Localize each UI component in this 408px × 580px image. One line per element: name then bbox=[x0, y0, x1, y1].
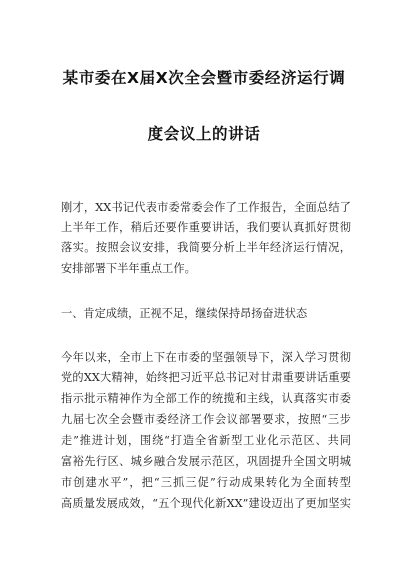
document-title-line-2: 度会议上的讲话 bbox=[147, 125, 261, 143]
paragraph-line: 走”推进计划，围绕“打造全省新型工业化示范区、共同 bbox=[61, 434, 351, 447]
paragraph-line: 高质量发展成效，“五个现代化新XX”建设迈出了更加坚实 bbox=[61, 497, 351, 510]
paragraph-line: 富裕先行区、城乡融合发展示范区，巩固提升全国文明城 bbox=[61, 455, 351, 468]
paragraph-line: 市创建水平”，把“三抓三促”行动成果转化为全面转型 bbox=[61, 476, 351, 489]
paragraph-line: 党的XX大精神，始终把习近平总书记对甘肃重要讲话重要 bbox=[61, 371, 351, 384]
paragraph-line: 九届七次全会暨市委经济工作会议部署要求，按照“三步 bbox=[61, 413, 351, 426]
document-title-line-1: 某市委在X届X次全会暨市委经济运行调 bbox=[62, 69, 346, 87]
paragraph-line: 落实。按照会议安排，我简要分析上半年经济运行情况， bbox=[61, 241, 351, 254]
paragraph-line: 指示批示精神作为全部工作的统揽和主线，认真落实市委 bbox=[61, 392, 351, 405]
paragraph-line: 今年以来，全市上下在市委的坚强领导下，深入学习贯彻 bbox=[61, 351, 351, 364]
section-heading: 一、肯定成绩，正视不足，继续保持昂扬奋进状态 bbox=[61, 307, 308, 320]
paragraph-line: 安排部署下半年重点工作。 bbox=[61, 262, 196, 275]
paragraph-line: 上半年工作，稍后还要作重要讲话，我们要认真抓好贯彻 bbox=[61, 221, 351, 234]
paragraph-line: 刚才，XX书记代表市委常委会作了工作报告，全面总结了 bbox=[61, 201, 351, 214]
